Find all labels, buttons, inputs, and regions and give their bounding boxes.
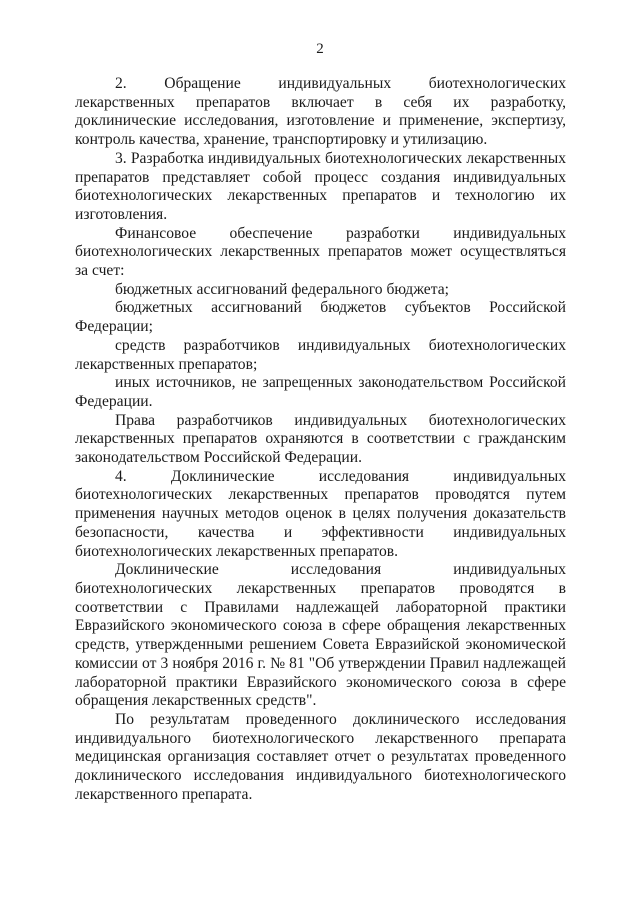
paragraph-developer-rights: Права разработчиков индивидуальных биотехнологических лекарственных препаратов охраняются в соответствии с гражданским законодательством Российской Федерации. (75, 411, 566, 467)
list-item-developer-funds: средств разработчиков индивидуальных биотехнологических лекарственных препаратов; (75, 336, 566, 373)
list-item-regional-budgets: бюджетных ассигнований бюджетов субъектов Российской Федерации; (75, 299, 566, 336)
paragraph-item-2-circulation: 2. Обращение индивидуальных биотехнологических лекарственных препаратов включает в себя их разработку, доклинические исследования, изготовление и применение, экспертизу, контроль качества, хранение, транспортировку и утилизацию. (75, 75, 566, 149)
paragraph-report: По результатам проведенного доклинического исследования индивидуального биотехнологического лекарственного препарата медицинская организация составляет отчет о результатах проведенного доклинического исследования индивидуального биотехнологического лекарственного препарата. (75, 710, 566, 803)
paragraph-glp-rules: Доклинические исследования индивидуальных биотехнологических лекарственных препаратов проводятся в соответствии с Правилами надлежащей лабораторной практики Евразийского экономического союза в сфере обращения лекарственных средств, утвержденными решением Совета Евразийской экономической комиссии от 3 ноября 2016 г. № 81 "Об утверждении Правил надлежащей лабораторной практики Евразийского экономического союза в сфере обращения лекарственных средств". (75, 561, 566, 710)
document-body (75, 75, 566, 804)
paragraph-item-3-development: 3. Разработка индивидуальных биотехнологических лекарственных препаратов представляет собой процесс создания индивидуальных биотехнологических лекарственных препаратов и технологию их изготовления. (75, 149, 566, 223)
list-item-federal-budget: бюджетных ассигнований федерального бюджета; (115, 280, 449, 298)
paragraph-financing-intro: Финансовое обеспечение разработки индивидуальных биотехнологических лекарственных препаратов может осуществляться за счет: (75, 224, 566, 280)
page-number: 2 (316, 41, 324, 57)
paragraph-item-4-preclinical: 4. Доклинические исследования индивидуальных биотехнологических лекарственных препаратов проводятся путем применения научных методов оценок в целях получения доказательств безопасности, качества и эффективности индивидуальных биотехнологических лекарственных препаратов. (75, 467, 566, 560)
list-item-other-sources: иных источников, не запрещенных законодательством Российской Федерации. (75, 374, 566, 410)
